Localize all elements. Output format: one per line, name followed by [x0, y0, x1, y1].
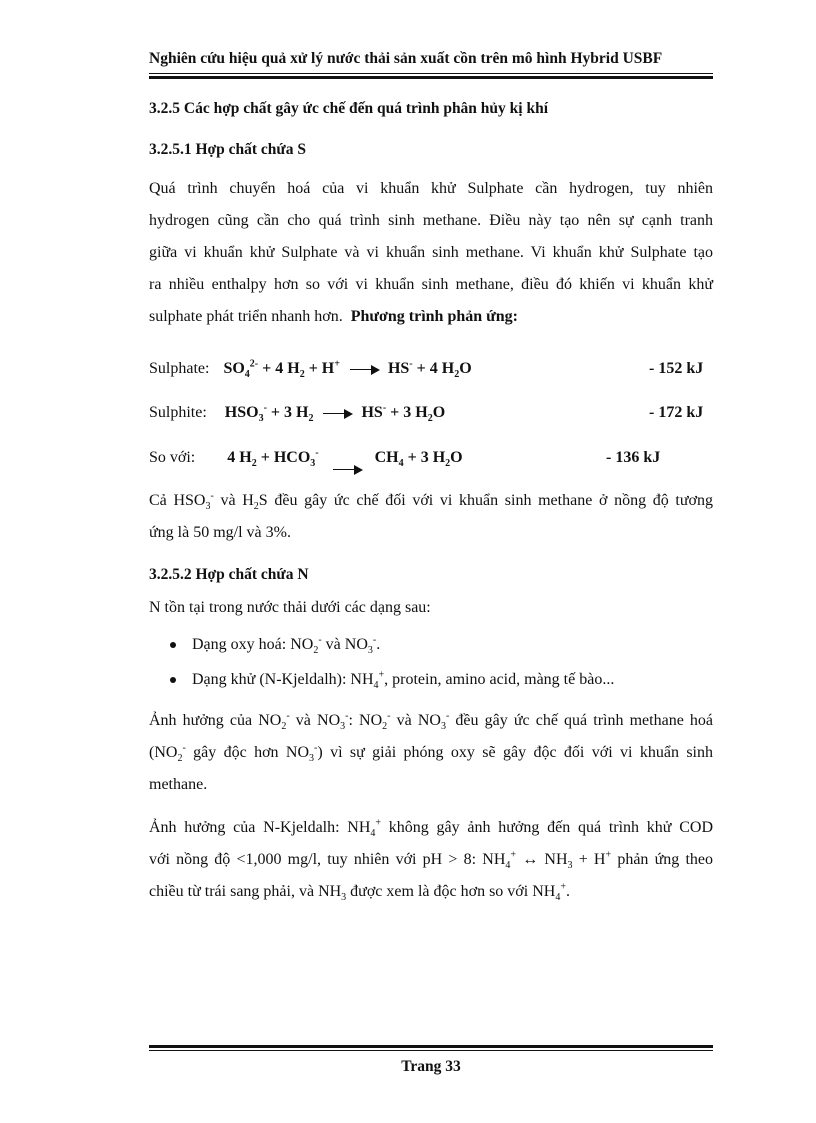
text-run: gây độc hơn NO	[185, 744, 310, 761]
footer-rule-thick	[149, 1045, 713, 1048]
text-run: và H	[213, 492, 254, 509]
text-run: (NO	[149, 744, 178, 761]
bullet-icon	[170, 642, 176, 648]
text-run: không gây ảnh hưởng đến quá trình khử COD	[381, 819, 714, 836]
arrow-icon	[350, 369, 378, 371]
paragraph-line: Ảnh hưởng của $NO_2^-$ và $NO_3^-$: $NO_2^-$ và $NO_3^-$ đều gây ức chế quá trình methane hoá	[149, 710, 714, 733]
page-header-title: Nghiên cứu hiệu quả xử lý nước thải sản xuất cồn trên mô hình Hybrid USBF	[149, 50, 663, 67]
list-item-oxidized: Dạng oxy hoá: $NO_2^-$ và $NO_3^-$.	[170, 636, 380, 654]
arrow-icon	[333, 469, 361, 471]
text-run: ) vì sự giải phóng oxy sẽ gây độc đối với vi khuẩn sinh	[317, 744, 713, 761]
list-item-reduced: Dạng khử (N-Kjeldalh): $NH_4^+$, protein, amino acid, màng tế bào...	[170, 671, 614, 689]
reaction-sulphite	[149, 402, 446, 425]
text-run: , protein, amino acid, màng tế bào...	[384, 671, 615, 688]
text-run: + H	[572, 851, 606, 868]
header-rule-thick	[149, 76, 713, 79]
reaction-label-comparison: So với:	[149, 449, 196, 466]
paragraph-line: Quá trình chuyển hoá của vi khuẩn khử Sulphate cần hydrogen, tuy nhiên	[149, 180, 713, 197]
text-run: NO	[359, 712, 383, 729]
text-run: và NO	[390, 712, 441, 729]
paragraph-line: chiều từ trái sang phải, và $NH_3$ được xem là độc hơn so với $NH_4^+$.	[149, 881, 570, 904]
text-run: Ảnh hưởng của NO	[149, 712, 282, 729]
reaction-formula-comparison: 4 $H_2 + HCO_3^-$ $CH_4 + 3$ $H_2O$	[227, 447, 463, 470]
reaction-label-sulphite: Sulphite:	[149, 404, 207, 421]
paragraph-line: ứng là 50 mg/l và 3%.	[149, 524, 291, 541]
paragraph-effect-no	[149, 705, 713, 801]
text-run: ↔ NH	[516, 851, 568, 868]
reaction-energy-comparison: - 136 kJ	[606, 449, 661, 466]
reaction-formula-sulphite: $HSO_3^- + 3$ $H_2$ HS- + 3 $H_2O$	[224, 402, 446, 425]
reaction-label-sulphate: Sulphate:	[149, 360, 210, 377]
text-run: đều gây ức chế quá trình methane hoá	[449, 712, 714, 729]
reaction-label: Phương trình phản ứng:	[350, 308, 518, 325]
paragraph-effect-nh4	[149, 812, 713, 908]
paragraph-inhibition	[149, 485, 713, 549]
text-run: Dạng khử (N-Kjeldalh): NH	[192, 671, 374, 688]
footer-rule-thin	[149, 1050, 713, 1051]
paragraph-line: Cả $HSO_3^-$ và $H_2S$ đều gây ức chế đối với vi khuẩn sinh methane ở nồng độ tương	[149, 490, 714, 513]
arrow-icon	[323, 413, 351, 415]
text-run: được xem là độc hơn so với NH	[346, 883, 556, 900]
paragraph-line: methane.	[149, 776, 208, 793]
text-run: Cả HSO	[149, 492, 206, 509]
text-run: và NO	[321, 636, 368, 653]
paragraph-line: Ảnh hưởng của N-Kjeldalh: $NH_4^+$ không gây ảnh hưởng đến quá trình khử COD	[149, 817, 714, 840]
bullet-icon	[170, 677, 176, 683]
section-heading-3252: 3.2.5.2 Hợp chất chứa N	[149, 566, 309, 583]
reaction-energy-sulphate: - 152 kJ	[649, 360, 704, 377]
reaction-sulphate	[149, 358, 472, 381]
paragraph-line: hydrogen cũng cần cho quá trình sinh methane. Điều này tạo nên sự cạnh tranh	[149, 212, 713, 229]
section-heading-3251: 3.2.5.1 Hợp chất chứa S	[149, 141, 306, 158]
paragraph-line: với nồng độ <1,000 mg/l, tuy nhiên với pH > 8: $NH_4^+$ ↔ $NH_3 + H^+$ phản ứng theo	[149, 849, 714, 872]
paragraph-line: ra nhiều enthalpy hơn so với vi khuẩn sinh methane, điều đó khiến vi khuẩn khử	[149, 276, 713, 293]
header-rule-thin	[149, 73, 713, 74]
paragraph-line: giữa vi khuẩn khử Sulphate và vi khuẩn sinh methane. Vi khuẩn khử Sulphate tạo	[149, 244, 713, 261]
text-run: chiều từ trái sang phải, và NH	[149, 883, 342, 900]
section-heading-325: 3.2.5 Các hợp chất gây ức chế đến quá trình phân hủy kị khí	[149, 100, 549, 117]
paragraph-line: ($NO_2^-$ gây độc hơn $NO_3^-$) vì sự giải phóng oxy sẽ gây độc đối với vi khuẩn sinh	[149, 742, 713, 765]
paragraph-sulphate	[149, 173, 713, 333]
reaction-comparison	[149, 449, 463, 470]
paragraph-n-intro: N tồn tại trong nước thải dưới các dạng sau:	[149, 599, 431, 616]
text-run: với nồng độ <1,000 mg/l, tuy nhiên với pH > 8: NH	[149, 851, 506, 868]
paragraph-line-text: sulphate phát triển nhanh hơn.	[149, 308, 343, 325]
text-run: S đều gây ức chế đối với vi khuẩn sinh methane ở nồng độ tương	[258, 492, 714, 509]
page-number: Trang 33	[401, 1058, 461, 1075]
reaction-energy-sulphite: - 172 kJ	[649, 404, 704, 421]
reaction-formula-sulphate: $SO_4^{2-} + 4$ $H_2 + H^+$ HS- + 4 $H_2O$	[223, 358, 472, 381]
text-run: Dạng oxy hoá: NO	[192, 636, 314, 653]
text-run: Ảnh hưởng của N-Kjeldalh: NH	[149, 819, 371, 836]
paragraph-line	[149, 301, 713, 333]
text-run: phản ứng theo	[611, 851, 714, 868]
